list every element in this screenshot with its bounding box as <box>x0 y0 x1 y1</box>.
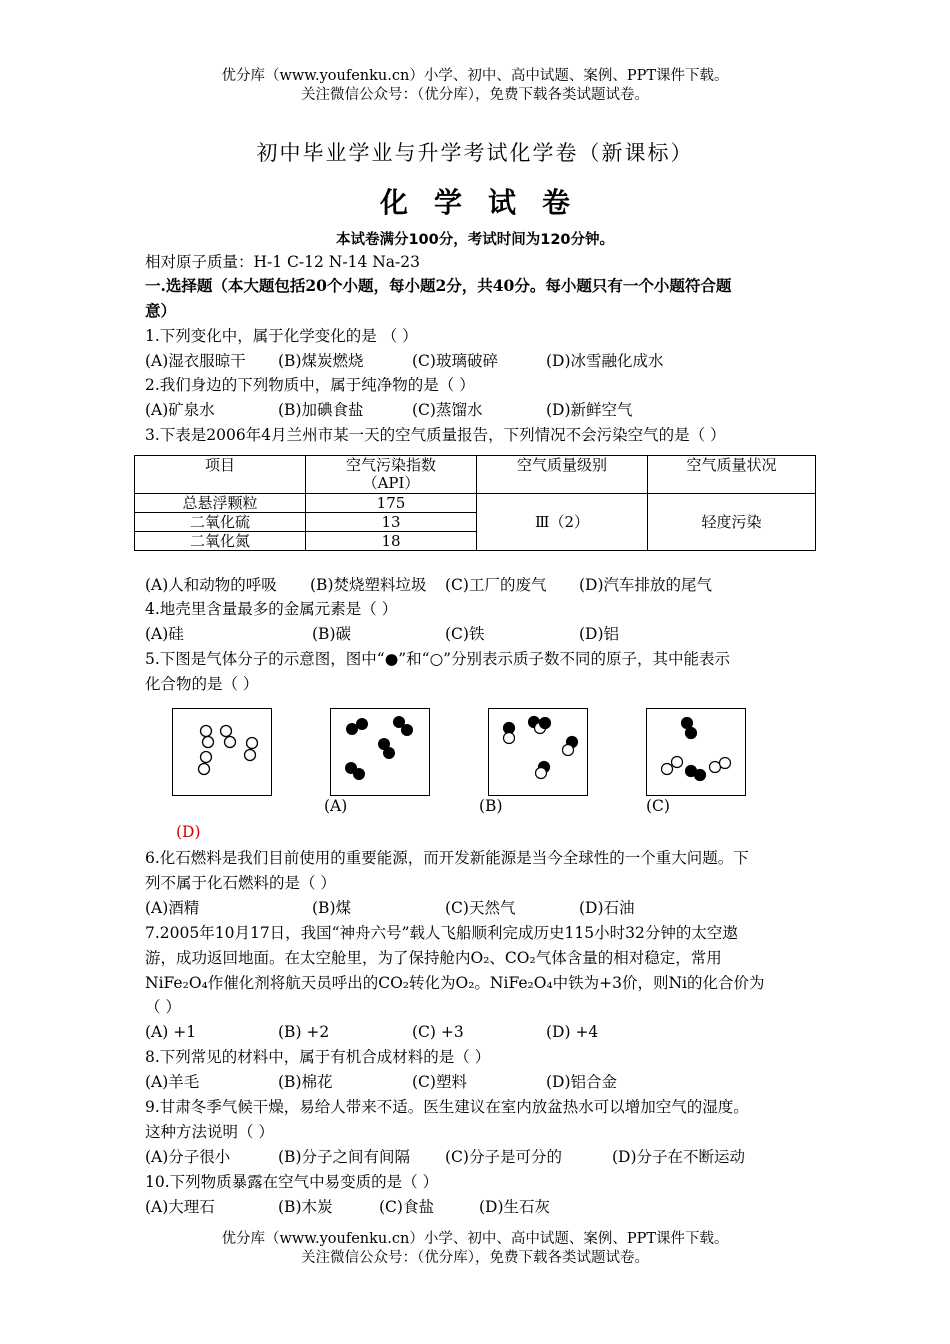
question-7-line-1: 7.2005年10月17日，我国“神舟六号”载人飞船顺利完成历史115小时32分钟的太空遨 <box>145 924 738 942</box>
header-line-1: 优分库（www.youfenku.cn）小学、初中、高中试题、案例、PPT课件下载。 <box>221 68 729 84</box>
question-3-stem: 3.下表是2006年4月兰州市某一天的空气质量报告，下列情况不会污染空气的是（ ） <box>145 426 726 444</box>
option-a: (A) +1 <box>145 1023 197 1041</box>
question-1-stem: 1.下列变化中，属于化学变化的是 （ ） <box>145 327 418 345</box>
option-c: (C)食盐 <box>379 1198 434 1216</box>
option-c: (C) +3 <box>412 1023 464 1041</box>
exam-note: 本试卷满分100分，考试时间为120分钟。 <box>335 232 615 248</box>
question-7-line-2: 游，成功返回地面。在太空舱里，为了保持舱内O₂、CO₂气体含量的相对稳定，常用 <box>145 949 722 967</box>
option-b: (B)木炭 <box>278 1198 333 1216</box>
molecule-diagram-2-drawing <box>331 709 431 797</box>
molecule-diagram-3-drawing <box>489 709 589 797</box>
option-c: (C)蒸馏水 <box>412 401 483 419</box>
table-row-value: 13 <box>306 513 477 532</box>
option-b: (B)碳 <box>312 625 351 643</box>
option-d: (D) +4 <box>546 1023 599 1041</box>
exam-subtitle: 化学试卷 <box>379 186 596 219</box>
option-a: (A)人和动物的呼吸 <box>145 576 277 594</box>
option-b: (B)焚烧塑料垃圾 <box>310 576 427 594</box>
question-2-stem: 2.我们身边的下列物质中，属于纯净物的是（ ） <box>145 376 475 394</box>
question-10-stem: 10.下列物质暴露在空气中易变质的是（ ） <box>145 1173 439 1191</box>
diagram-label-c: (C) <box>646 797 670 815</box>
option-b: (B)加碘食盐 <box>278 401 364 419</box>
option-a: (A)硅 <box>145 625 184 643</box>
molecule-diagram-4 <box>646 708 746 796</box>
molecule-diagram-4-drawing <box>647 709 747 797</box>
option-a: (A)酒精 <box>145 899 200 917</box>
option-b: (B) +2 <box>278 1023 330 1041</box>
option-d: (D)分子在不断运动 <box>612 1148 746 1166</box>
option-a: (A)羊毛 <box>145 1073 200 1091</box>
option-b: (B)煤 <box>312 899 351 917</box>
question-5-stem-1: 5.下图是气体分子的示意图，图中“●”和“○”分别表示质子数不同的原子，其中能表示 <box>145 650 731 668</box>
option-d: (D)新鲜空气 <box>546 401 633 419</box>
option-d: (D)汽车排放的尾气 <box>579 576 713 594</box>
header-line-2: 关注微信公众号：（优分库），免费下载各类试题试卷。 <box>301 87 649 103</box>
table-header-level: 空气质量级别 <box>477 456 648 494</box>
option-a: (A)湿衣服晾干 <box>145 352 246 370</box>
option-a: (A)分子很小 <box>145 1148 231 1166</box>
diagram-label-b: (B) <box>479 797 503 815</box>
question-5-stem-2: 化合物的是（ ） <box>145 675 259 693</box>
table-header-api-line-2: （API） <box>362 474 420 492</box>
option-d: (D)铝 <box>579 625 620 643</box>
question-9-stem-2: 这种方法说明（ ） <box>145 1123 274 1141</box>
diagram-label-d: (D) <box>176 823 201 841</box>
option-c: (C)玻璃破碎 <box>412 352 498 370</box>
option-d: (D)铝合金 <box>546 1073 618 1091</box>
question-6-stem-1: 6.化石燃料是我们目前使用的重要能源，而开发新能源是当今全球性的一个重大问题。下 <box>145 849 749 867</box>
molecule-diagram-3 <box>488 708 588 796</box>
question-6-stem-2: 列不属于化石燃料的是（ ） <box>145 874 336 892</box>
exam-title: 初中毕业学业与升学考试化学卷（新课标） <box>256 141 694 165</box>
footer-line-2: 关注微信公众号：（优分库），免费下载各类试题试卷。 <box>301 1250 649 1266</box>
option-d: (D)石油 <box>579 899 635 917</box>
question-8-stem: 8.下列常见的材料中，属于有机合成材料的是（ ） <box>145 1048 491 1066</box>
option-b: (B)棉花 <box>278 1073 333 1091</box>
option-b: (B)分子之间有间隔 <box>278 1148 410 1166</box>
question-9-stem-1: 9.甘肃冬季气候干燥，易给人带来不适。医生建议在室内放盆热水可以增加空气的湿度。 <box>145 1098 749 1116</box>
option-c: (C)工厂的废气 <box>445 576 547 594</box>
molecule-diagram-1-drawing <box>173 709 273 797</box>
option-c: (C)塑料 <box>412 1073 467 1091</box>
option-c: (C)分子是可分的 <box>445 1148 562 1166</box>
table-row-label: 二氧化硫 <box>135 513 306 532</box>
option-c: (C)铁 <box>445 625 485 643</box>
question-4-stem: 4.地壳里含量最多的金属元素是（ ） <box>145 600 398 618</box>
footer-line-1: 优分库（www.youfenku.cn）小学、初中、高中试题、案例、PPT课件下载。 <box>221 1231 729 1247</box>
atomic-mass-line: 相对原子质量：H-1 C-12 N-14 Na-23 <box>145 253 421 271</box>
diagram-label-a: (A) <box>324 797 348 815</box>
air-quality-status: 轻度污染 <box>648 494 816 551</box>
air-quality-level: Ⅲ（2） <box>477 494 648 551</box>
option-c: (C)天然气 <box>445 899 516 917</box>
table-header-api-line-1: 空气污染指数 <box>345 456 436 474</box>
air-quality-table <box>134 455 816 551</box>
table-row-value: 18 <box>306 532 477 551</box>
section-heading-line-2: 意） <box>145 301 177 320</box>
table-row-label: 二氧化氮 <box>135 532 306 551</box>
option-d: (D)冰雪融化成水 <box>546 352 664 370</box>
option-b: (B)煤炭燃烧 <box>278 352 364 370</box>
option-d: (D)生石灰 <box>479 1198 551 1216</box>
option-a: (A)矿泉水 <box>145 401 215 419</box>
molecule-diagram-2 <box>330 708 430 796</box>
question-7-line-3: NiFe₂O₄作催化剂将航天员呼出的CO₂转化为O₂。NiFe₂O₄中铁为+3价，则Ni的化合价为 <box>145 974 765 992</box>
molecule-diagram-1 <box>172 708 272 796</box>
table-row-value: 175 <box>306 494 477 513</box>
table-header-status: 空气质量状况 <box>648 456 816 494</box>
table-header-item: 项目 <box>135 456 306 494</box>
question-7-line-4: （ ） <box>145 998 181 1016</box>
table-header-api <box>306 456 477 494</box>
option-a: (A)大理石 <box>145 1198 215 1216</box>
table-row-label: 总悬浮颗粒 <box>135 494 306 513</box>
section-heading-line-1: 一.选择题（本大题包括20个小题，每小题2分，共40分。每小题只有一个小题符合题 <box>145 276 732 295</box>
